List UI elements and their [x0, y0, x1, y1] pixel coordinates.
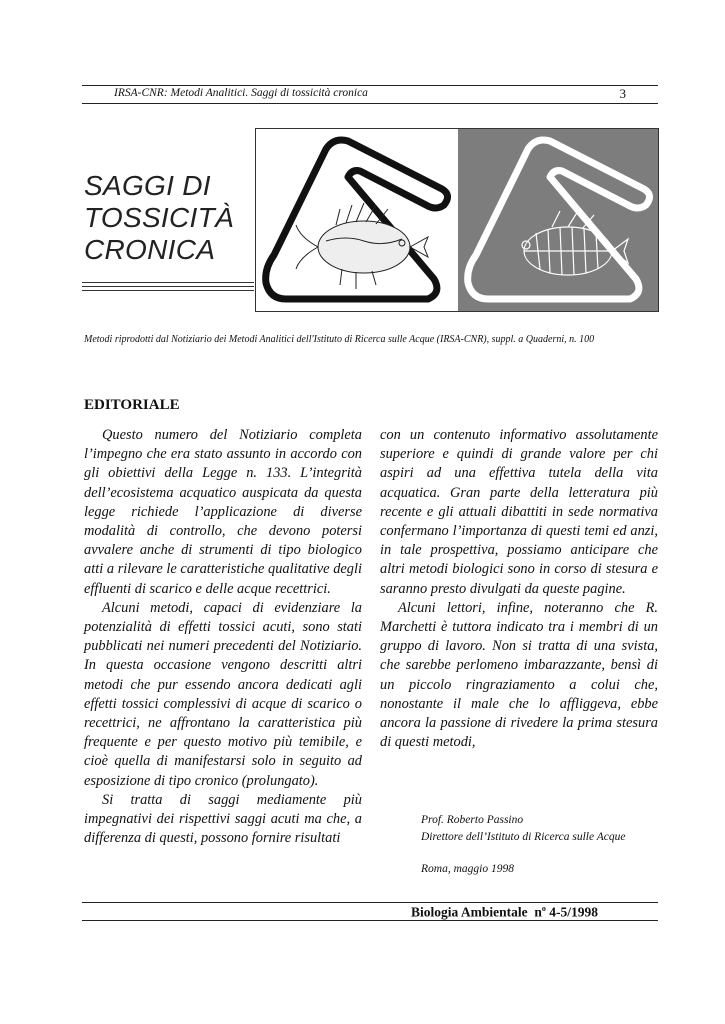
paragraph: Alcuni metodi, capaci di evidenziare la potenzialità di effetti tossici acuti, sono stati pubblicati nei numeri precedenti del Notiziario. In questa occasione vengono descritti altri metodi che pur essendo ancora dedicati agli effetti tossici complessivi di acque di scarico o recettrici, ne affrontano la caratteristica più frequente e per questo motivo più temibile, e cioè quella di manifestarsi solo in seguito ad esposizione di tipo cronico (prolungato).	[84, 599, 362, 789]
paragraph: con un contenuto informativo assolutamente superiore e quindi di grande valore per chi aspiri ad una effettiva tutela della vita acquatica. Gran parte della letteratura più recente e gli attuali dibattiti in sede normativa confermano l’importanza di questi temi ed anzi, in tale prospettiva, possiamo anticipare che altri metodi biologici sono in corso di stesura e saranno presto divulgati da queste pagine.	[380, 427, 658, 597]
issue-number-prefix: n	[534, 904, 542, 920]
signature-name: Prof. Roberto Passino	[421, 814, 524, 826]
footer-journal	[411, 904, 598, 921]
paragraph: Questo numero del Notiziario completa l’impegno che era stato assunto in accordo con gli obiettivi della Legge n. 133. L’integrità dell’ecosistema acquatico auspicata da questa legge richiede l’applicazione di diverse modalità di controllo, che devono potersi avvalere anche di strumenti di tipo biologico atti a rilevare le caratteristiche qualitative degli effluenti di scarico e delle acque recettrici.	[84, 427, 362, 597]
running-title: IRSA-CNR: Metodi Analitici. Saggi di tossicità cronica	[114, 87, 368, 99]
signature-role: Direttore dell’Istituto di Ricerca sulle Acque	[421, 831, 626, 843]
running-header	[82, 85, 658, 104]
issue-number: 4-5/1998	[549, 904, 599, 920]
paragraph: Alcuni lettori, infine, noteranno che R. Marchetti è tuttora indicato tra i membri di un gruppo di lavoro. Non si tratta di una svista, che sarebbe perlomeno imbarazzante, bensì di un piccolo ringraziamento a colui che, nonostante il male che lo affliggeva, ebbe ancora la passione di rivedere la prima stesura di questi metodi,	[380, 599, 658, 751]
signature-place-date: Roma, maggio 1998	[421, 863, 514, 875]
section-heading: EDITORIALE	[84, 397, 180, 413]
footer-rule-top	[82, 902, 658, 903]
title-rule-1	[82, 282, 254, 283]
title-rule-2	[82, 286, 254, 287]
title-line-2: TOSSICITÀ	[84, 202, 234, 233]
illustration-svg	[256, 129, 659, 312]
fish-flask-illustration	[255, 128, 659, 312]
journal-name: Biologia Ambientale	[411, 904, 528, 920]
title-rule-3	[82, 290, 254, 291]
left-column	[84, 426, 362, 848]
banner-right-panel	[458, 129, 659, 312]
footer-rule-bottom	[82, 920, 658, 921]
paragraph: Si tratta di saggi mediamente più impegnativi dei rispettivi saggi acuti ma che, a differenza di questi, possono fornire risultati	[84, 791, 362, 847]
issue-number-sup: o	[541, 904, 546, 913]
right-column	[380, 426, 658, 752]
title-line-1: SAGGI DI	[84, 170, 211, 201]
source-caption: Metodi riprodotti dal Notiziario dei Metodi Analitici dell'Istituto di Ricerca sulle Acque (IRSA-CNR), suppl. a Quaderni, n. 100	[84, 334, 595, 345]
page-number: 3	[619, 86, 626, 101]
article-title	[84, 170, 234, 266]
title-line-3: CRONICA	[84, 234, 216, 265]
